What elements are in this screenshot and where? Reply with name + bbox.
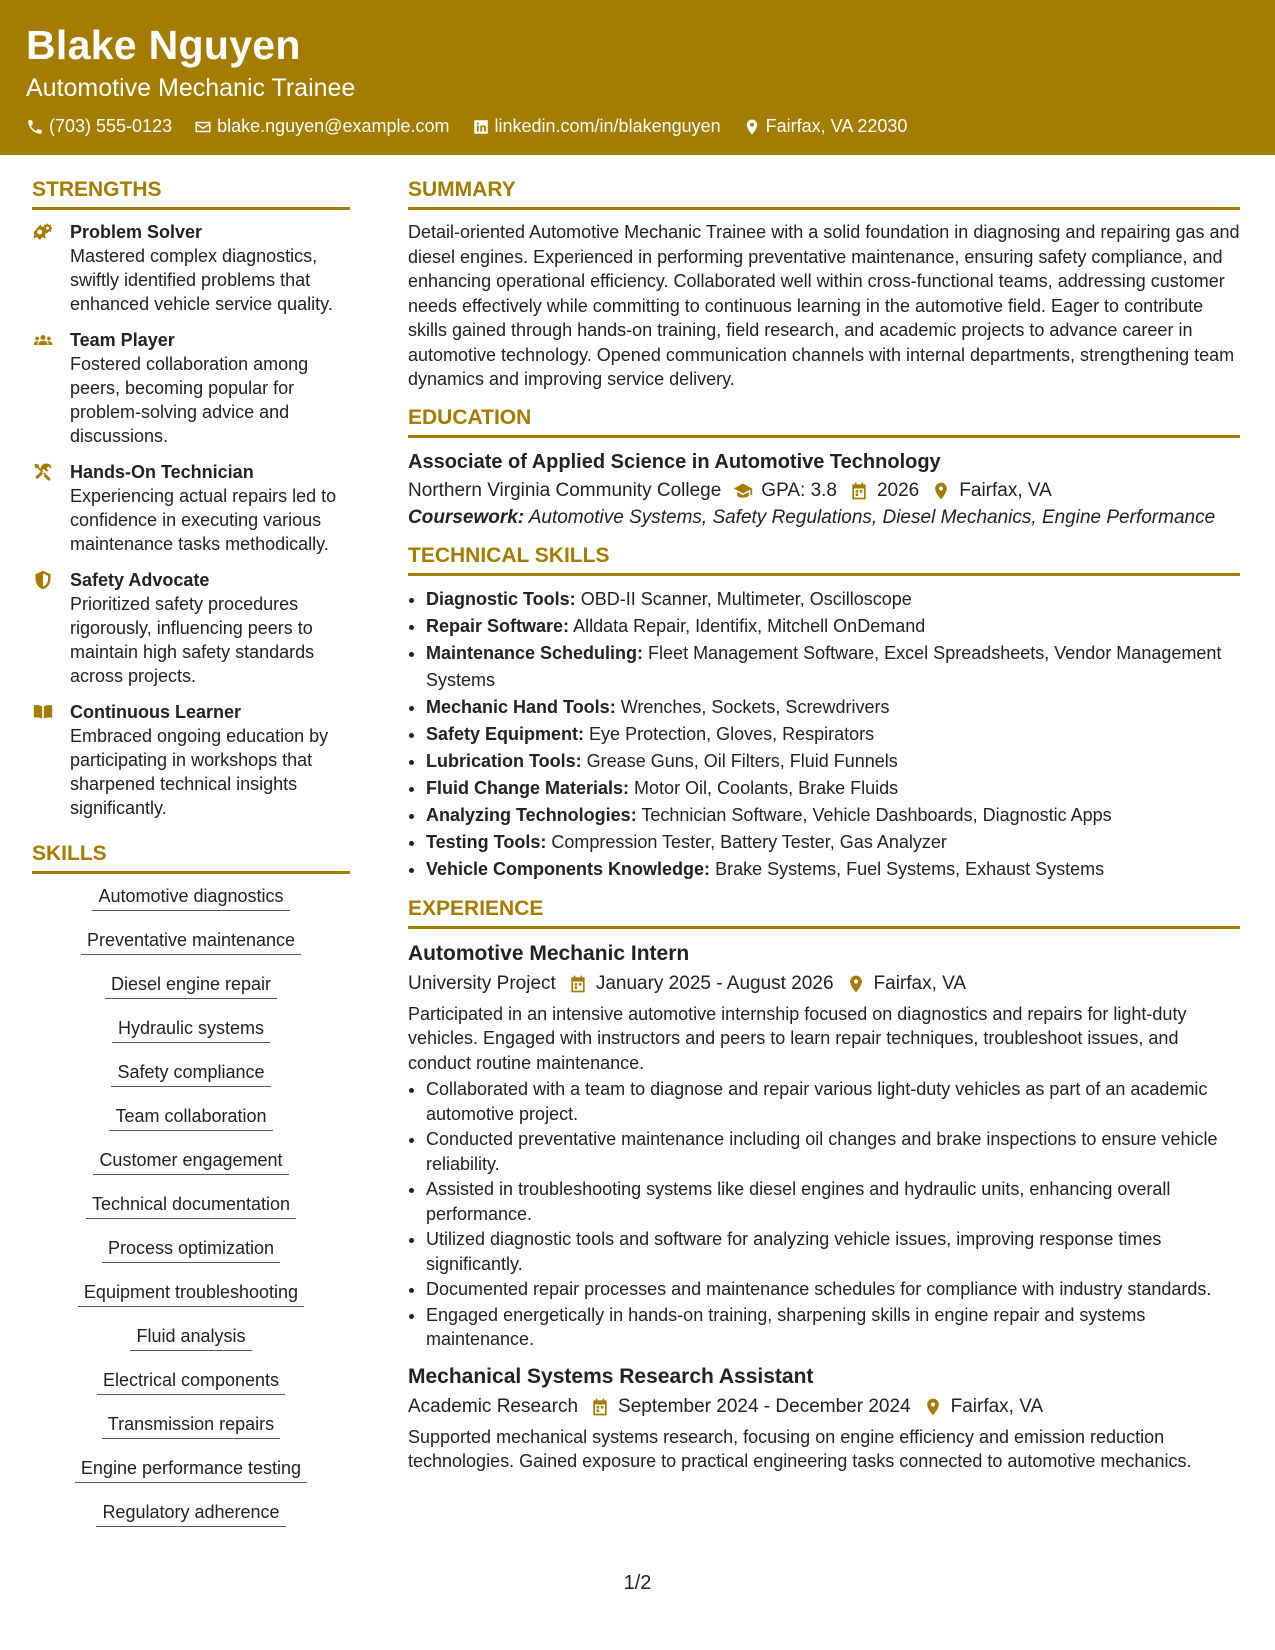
list-item: • Collaborated with a team to diagnose and repair various light-duty vehicles as part of an academic automotive project. (426, 1077, 1240, 1126)
job-description: Participated in an intensive automotive internship focused on diagnostics and repairs for light-duty vehicles. Engaged with instructors and peers to learn repair techniques, troubleshoot issues, and conduct routine maintenance. (408, 1003, 1187, 1073)
skill-tag: Process optimization (102, 1236, 280, 1263)
list-item (426, 856, 1240, 883)
education-meta (408, 476, 1240, 506)
experience-section (408, 897, 1240, 1474)
list-item: • Engaged energetically in hands-on training, sharpening skills in engine repair and systems maintenance. (426, 1303, 1240, 1352)
skill-tag: Hydraulic systems (112, 1016, 270, 1043)
job-org: Academic Research (408, 1395, 579, 1417)
skill-value: Technician Software, Vehicle Dashboards, Diagnostic Apps (641, 804, 1112, 825)
skill-tag: Diesel engine repair (105, 972, 277, 999)
technical-skills-section (408, 544, 1240, 883)
strength-desc: Mastered complex diagnostics, swiftly identified problems that enhanced vehicle service quality. (70, 246, 333, 314)
strengths-heading: STRENGTHS (32, 178, 350, 210)
list-item (426, 721, 1240, 748)
list-item: • Conducted preventative maintenance including oil changes and brake inspections to ensure vehicle reliability. (426, 1127, 1240, 1176)
skill-tag: Team collaboration (109, 1104, 272, 1131)
job-location: Fairfax, VA (873, 972, 967, 994)
list-item (426, 748, 1240, 775)
contact-email-text: blake.nguyen@example.com (217, 116, 450, 136)
skill-tag: Automotive diagnostics (92, 884, 289, 911)
list-item: • Utilized diagnostic tools and software for analyzing vehicle issues, improving response times significantly. (426, 1227, 1240, 1276)
map-pin-icon (846, 974, 866, 994)
list-item (426, 586, 1240, 613)
strength-item (32, 460, 350, 556)
job-org: University Project (408, 972, 556, 994)
skill-tag: Preventative maintenance (81, 928, 301, 955)
skill-label: Diagnostic Tools: (426, 588, 576, 609)
education-location: Fairfax, VA (959, 479, 1052, 501)
skill-value: Fleet Management Software, Excel Spreadsheets, Vendor Management Systems (426, 642, 1222, 690)
list-item (426, 775, 1240, 802)
summary-section (408, 178, 1240, 392)
skill-tag: Technical documentation (86, 1192, 296, 1219)
degree-title: Associate of Applied Science in Automotive Technology (408, 450, 941, 473)
strength-title: Safety Advocate (70, 570, 210, 590)
job-entry (408, 1362, 1240, 1474)
gpa: GPA: 3.8 (761, 479, 837, 501)
candidate-name: Blake Nguyen (26, 22, 301, 68)
skill-label: Maintenance Scheduling: (426, 642, 644, 663)
calendar-icon (590, 1397, 610, 1417)
map-pin-icon (931, 481, 951, 501)
job-entry (408, 939, 1240, 1352)
strength-title: Hands-On Technician (70, 462, 254, 482)
skill-label: Lubrication Tools: (426, 750, 582, 771)
skill-label: Analyzing Technologies: (426, 804, 637, 825)
coursework (408, 506, 1240, 530)
resume-header (0, 0, 1275, 155)
skill-tag: Safety compliance (111, 1060, 270, 1087)
candidate-role: Automotive Mechanic Trainee (26, 74, 356, 102)
skill-value: Brake Systems, Fuel Systems, Exhaust Systems (715, 858, 1105, 879)
tools-icon (32, 462, 54, 482)
summary-heading: SUMMARY (408, 178, 1240, 210)
book-icon (32, 702, 54, 722)
technical-skills-heading: TECHNICAL SKILLS (408, 544, 1240, 576)
job-title: Automotive Mechanic Intern (408, 941, 690, 965)
strength-desc: Experiencing actual repairs led to confidence in executing various maintenance tasks methodically. (70, 486, 337, 554)
users-icon (32, 330, 54, 350)
calendar-icon (568, 974, 588, 994)
list-item: • Documented repair processes and maintenance schedules for compliance with industry standards. (426, 1277, 1240, 1302)
strength-desc: Prioritized safety procedures rigorously, influencing peers to maintain high safety standards across projects. (70, 594, 315, 686)
job-bullets (408, 1077, 1240, 1352)
contact-email[interactable] (194, 116, 449, 137)
job-meta (408, 1392, 1240, 1422)
left-column (32, 178, 350, 1544)
strength-title: Problem Solver (70, 222, 203, 242)
right-column (408, 178, 1240, 1488)
job-dates: September 2024 - December 2024 (618, 1395, 911, 1417)
strength-item (32, 328, 350, 448)
summary-text: Detail-oriented Automotive Mechanic Trainee with a solid foundation in diagnosing and repairing gas and diesel engines. Experienced in performing preventative maintenance, ensuring safety compliance, and enhancing operational efficiency. Collaborated well within cross-functional teams, addressing customer needs effectively while committing to continuous learning in the automotive field. Eager to contribute skills gained through hands-on training, field research, and academic projects to advance career in automotive technology. Opened communication channels with internal departments, strengthening team dynamics and improving service delivery. (408, 222, 1240, 389)
skill-value: Motor Oil, Coolants, Brake Fluids (634, 777, 899, 798)
skill-tag: Engine performance testing (75, 1456, 307, 1483)
skill-value: Wrenches, Sockets, Screwdrivers (620, 696, 890, 717)
job-title: Mechanical Systems Research Assistant (408, 1364, 814, 1388)
job-location: Fairfax, VA (950, 1395, 1044, 1417)
skill-value: Alldata Repair, Identifix, Mitchell OnDemand (573, 615, 926, 636)
contact-location-text: Fairfax, VA 22030 (765, 116, 908, 136)
experience-heading: EXPERIENCE (408, 897, 1240, 929)
list-item (426, 829, 1240, 856)
contact-linkedin[interactable] (472, 116, 721, 137)
strength-desc: Embraced ongoing education by participating in workshops that sharpened technical insights significantly. (70, 726, 329, 818)
envelope-icon (194, 118, 212, 136)
skill-label: Vehicle Components Knowledge: (426, 858, 711, 879)
contact-phone-text: (703) 555-0123 (49, 116, 173, 136)
graduation-cap-icon (733, 481, 753, 501)
skill-tag: Customer engagement (93, 1148, 288, 1175)
skill-label: Testing Tools: (426, 831, 547, 852)
contact-bar (26, 116, 929, 137)
contact-phone[interactable] (26, 116, 172, 137)
skill-label: Repair Software: (426, 615, 570, 636)
strength-title: Team Player (70, 330, 175, 350)
list-item (426, 613, 1240, 640)
list-item: • Assisted in troubleshooting systems like diesel engines and hydraulic units, enhancing overall performance. (426, 1177, 1240, 1226)
calendar-icon (849, 481, 869, 501)
job-meta (408, 969, 1240, 999)
coursework-label: Coursework: (408, 506, 525, 528)
phone-icon (26, 118, 44, 136)
skill-tag: Regulatory adherence (96, 1500, 285, 1527)
skills-heading: SKILLS (32, 842, 350, 874)
map-pin-icon (923, 1397, 943, 1417)
list-item (426, 640, 1240, 694)
skill-value: Grease Guns, Oil Filters, Fluid Funnels (586, 750, 898, 771)
skill-tag: Transmission repairs (102, 1412, 280, 1439)
job-description: Supported mechanical systems research, focusing on engine efficiency and emission reduction technologies. Gained exposure to practical engineering tasks connected to automotive mechanics. (408, 1426, 1192, 1471)
strength-item (32, 700, 350, 820)
skill-label: Mechanic Hand Tools: (426, 696, 616, 717)
list-item (426, 802, 1240, 829)
skill-tag: Fluid analysis (130, 1324, 251, 1351)
technical-skills-list (408, 586, 1240, 883)
skill-label: Safety Equipment: (426, 723, 585, 744)
strength-title: Continuous Learner (70, 702, 242, 722)
education-section (408, 406, 1240, 530)
skill-label: Fluid Change Materials: (426, 777, 630, 798)
coursework-text: Automotive Systems, Safety Regulations, Diesel Mechanics, Engine Performance (528, 506, 1216, 528)
linkedin-icon (472, 118, 490, 136)
skill-value: OBD-II Scanner, Multimeter, Oscilloscope (580, 588, 912, 609)
skill-value: Eye Protection, Gloves, Respirators (589, 723, 875, 744)
contact-linkedin-text: linkedin.com/in/blakenguyen (494, 116, 721, 136)
job-dates: January 2025 - August 2026 (595, 972, 834, 994)
gears-icon (32, 222, 54, 242)
list-item (426, 694, 1240, 721)
school-name: Northern Virginia Community College (408, 479, 722, 501)
map-pin-icon (743, 118, 761, 136)
skill-tag: Equipment troubleshooting (78, 1280, 304, 1307)
skill-value: Compression Tester, Battery Tester, Gas Analyzer (551, 831, 947, 852)
skill-tag: Electrical components (97, 1368, 285, 1395)
shield-icon (32, 570, 54, 590)
strength-desc: Fostered collaboration among peers, becoming popular for problem-solving advice and discussions. (70, 354, 309, 446)
skills-list (32, 884, 350, 1544)
strength-item (32, 568, 350, 688)
strength-item (32, 220, 350, 316)
graduation-year: 2026 (876, 479, 920, 501)
page-number: 1/2 (623, 1572, 652, 1594)
contact-location (743, 116, 908, 137)
education-heading: EDUCATION (408, 406, 1240, 438)
